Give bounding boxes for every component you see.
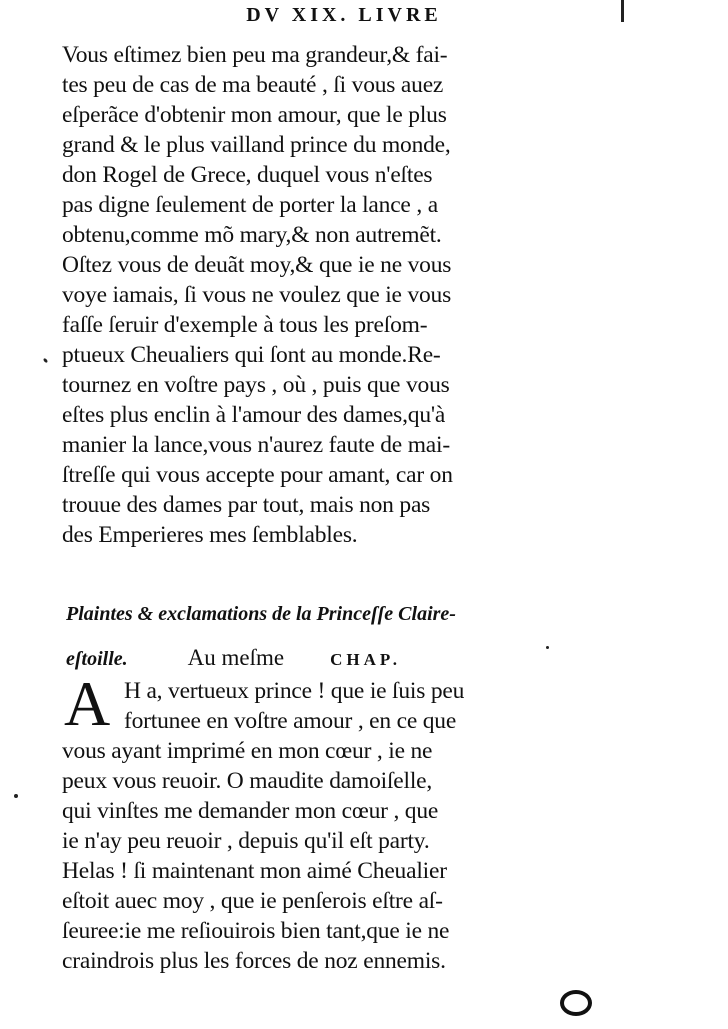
paragraph-line: trouue des dames par tout, mais non pas	[62, 492, 431, 518]
paragraph-line: Oſtez vous de deuãt moy,& que ie ne vous	[62, 252, 452, 278]
paragraph-line: tournez en voſtre pays , où , puis que vous	[62, 372, 450, 398]
paragraph-line: tes peu de cas de ma beauté , ſi vous auez	[62, 72, 444, 98]
chapter-line: qui vinſtes me demander mon cœur , que	[62, 798, 439, 824]
chapter-heading-line1: Plaintes & exclamations de la Princeſſe Claire-	[66, 603, 456, 625]
running-head: DV XIX. LIVRE	[246, 4, 442, 26]
chapter-heading-chap: CHAP.	[330, 650, 401, 669]
paragraph	[62, 40, 602, 550]
circle-ornament-icon	[560, 990, 592, 1016]
chapter-heading-same: Au meſme	[187, 645, 285, 670]
ink-speck	[14, 794, 18, 798]
chapter-line: peux vous reuoir. O maudite damoiſelle,	[62, 768, 433, 794]
chapter-text	[62, 668, 607, 976]
chapter-line: H a, vertueux prince ! que ie ſuis peu	[124, 678, 465, 704]
chapter-line: craindrois plus les forces de noz ennemis.	[62, 948, 446, 974]
paragraph-line: grand & le plus vailland prince du monde,	[62, 132, 451, 158]
ink-speck	[43, 358, 49, 364]
paragraph-line: ſtreſſe qui vous accepte pour amant, car on	[62, 462, 453, 488]
paragraph-line: Vous eſtimez bien peu ma grandeur,& fai-	[62, 42, 448, 68]
paragraph-line: des Emperieres mes ſemblables.	[62, 522, 358, 548]
paragraph-line: faſſe ſeruir d'exemple à tous les preſom-	[62, 312, 428, 338]
chapter-line: fortunee en voſtre amour , en ce que	[124, 708, 457, 734]
chapter-line: Helas ! ſi maintenant mon aimé Cheualier	[62, 858, 447, 884]
paragraph-line: don Rogel de Grece, duquel vous n'eſtes	[62, 162, 433, 188]
chapter-line: vous ayant imprimé en mon cœur , ie ne	[62, 738, 433, 764]
paragraph-line: ptueux Cheualiers qui ſont au monde.Re-	[62, 342, 441, 368]
paragraph-line: obtenu,comme mõ mary,& non autremẽt.	[62, 222, 442, 248]
chapter-line: ie n'ay peu reuoir , depuis qu'il eſt party.	[62, 828, 430, 854]
chapter-line: ſeuree:ie me reſiouirois bien tant,que ie ne	[62, 918, 450, 944]
chapter-heading-name-end: eſtoille.	[66, 648, 128, 670]
chapter-line: eſtoit auec moy , que ie penſerois eſtre aſ-	[62, 888, 443, 914]
chapter-heading	[66, 592, 626, 682]
ink-speck	[546, 646, 549, 649]
drop-cap: A	[64, 668, 111, 739]
paragraph-line: pas digne ſeulement de porter la lance , a	[62, 192, 438, 218]
paragraph-line: eſperãce d'obtenir mon amour, que le plus	[62, 102, 447, 128]
paragraph-line: manier la lance,vous n'aurez faute de mai-	[62, 432, 450, 458]
paragraph-line: voye iamais, ſi vous ne voulez que ie vous	[62, 282, 452, 308]
paragraph-line: eſtes plus enclin à l'amour des dames,qu'à	[62, 402, 446, 428]
